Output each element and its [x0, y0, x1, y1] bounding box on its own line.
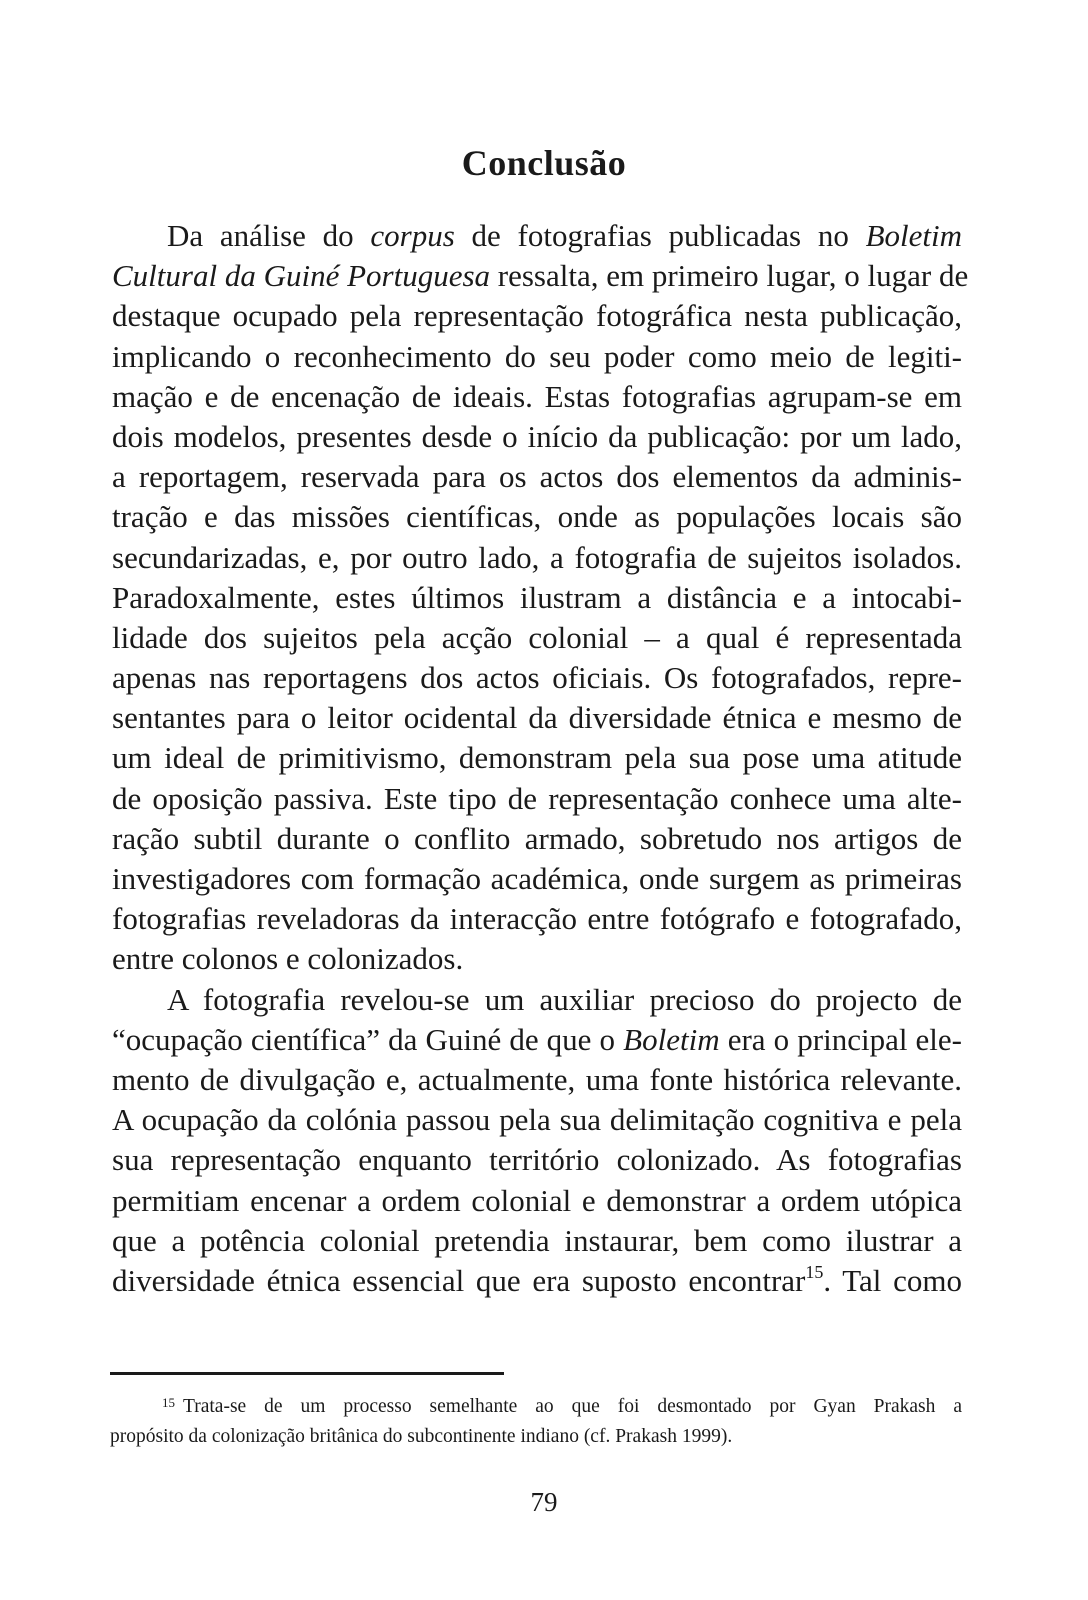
text-line: implicando o reconhecimento do seu poder como meio de legiti- [112, 338, 962, 374]
text-line: sua representação enquanto território colonizado. As fotografias [112, 1142, 962, 1178]
text-line: A ocupação da colónia passou pela sua delimitação cognitiva e pela [112, 1102, 962, 1138]
text-line [112, 216, 962, 256]
italic-term: corpus [370, 218, 455, 253]
paragraph-2 [112, 980, 962, 1302]
footnote [110, 1392, 962, 1452]
text-line: a reportagem, reservada para os actos dos elementos da adminis- [112, 459, 962, 495]
text-run: era o principal ele- [719, 1021, 963, 1057]
text-line: um ideal de primitivismo, demonstram pela sua pose uma atitude [112, 740, 962, 776]
text-line: investigadores com formação académica, onde surgem as primeiras [112, 861, 962, 896]
text-line [112, 256, 969, 296]
italic-title: Boletim [865, 218, 963, 253]
footnote-reference[interactable]: 15 [805, 1261, 824, 1282]
chapter-title: Conclusão [461, 143, 627, 183]
text-line: destaque ocupado pela representação fotográfica nesta publicação, [112, 298, 962, 334]
text-line: tração e das missões científicas, onde as populações locais são [112, 499, 962, 535]
text-run: diversidade étnica essencial que era suposto encontrar [112, 1262, 806, 1298]
page-number: 79 [530, 1487, 558, 1517]
text-line: fotografias reveladoras da interacção entre fotógrafo e fotografado, [112, 901, 962, 937]
text-line: lidade dos sujeitos pela acção colonial – a qual é representada [112, 619, 962, 655]
footnote-line [110, 1392, 962, 1422]
footnote-separator [110, 1372, 504, 1375]
text-line: Paradoxalmente, estes últimos ilustram a distância e a intocabi- [112, 579, 962, 615]
text-line: mento de divulgação e, actualmente, uma fonte histórica relevante. [112, 1061, 962, 1097]
text-line: dois modelos, presentes desde o início da publicação: por um lado, [112, 418, 962, 454]
text-line: A fotografia revelou-se um auxiliar precioso do projecto de [167, 981, 962, 1017]
text-run: Da análise do [167, 218, 371, 253]
text-run: “ocupação científica” da Guiné de que o [112, 1021, 624, 1057]
footnote-text: Trata-se de um processo semelhante ao que foi desmontado por Gyan Prakash a [183, 1396, 962, 1417]
text-line: sentantes para o leitor ocidental da diversidade étnica e mesmo de [112, 700, 962, 736]
paragraph-1 [112, 216, 969, 980]
text-line: apenas nas reportagens dos actos oficiais. Os fotografados, repre- [112, 660, 962, 696]
text-line: de oposição passiva. Este tipo de representação conhece uma alte- [112, 780, 962, 816]
italic-title: Boletim [623, 1021, 720, 1057]
italic-title: Cultural da Guiné Portuguesa [112, 258, 491, 294]
text-run: de fotografias publicadas no [454, 218, 866, 253]
main-text [112, 216, 969, 1301]
text-line [112, 1020, 962, 1060]
text-line [112, 1261, 962, 1301]
text-run: . Tal como [823, 1262, 962, 1298]
text-line: permitiam encenar a ordem colonial e demonstrar a ordem utópica [112, 1182, 962, 1218]
text-line: ração subtil durante o conflito armado, sobretudo nos artigos de [112, 820, 962, 856]
text-line: secundarizadas, e, por outro lado, a fotografia de sujeitos isolados. [112, 539, 962, 575]
footnote-line: propósito da colonização britânica do subcontinente indiano (cf. Prakash 1999). [110, 1426, 733, 1447]
footnote-marker: 15 [162, 1395, 175, 1410]
text-line: entre colonos e colonizados. [112, 941, 464, 977]
text-run: ressalta, em primeiro lugar, o lugar de [490, 258, 969, 294]
text-line: que a potência colonial pretendia instaurar, bem como ilustrar a [112, 1222, 962, 1258]
text-line: mação e de encenação de ideais. Estas fotografias agrupam-se em [112, 378, 962, 414]
